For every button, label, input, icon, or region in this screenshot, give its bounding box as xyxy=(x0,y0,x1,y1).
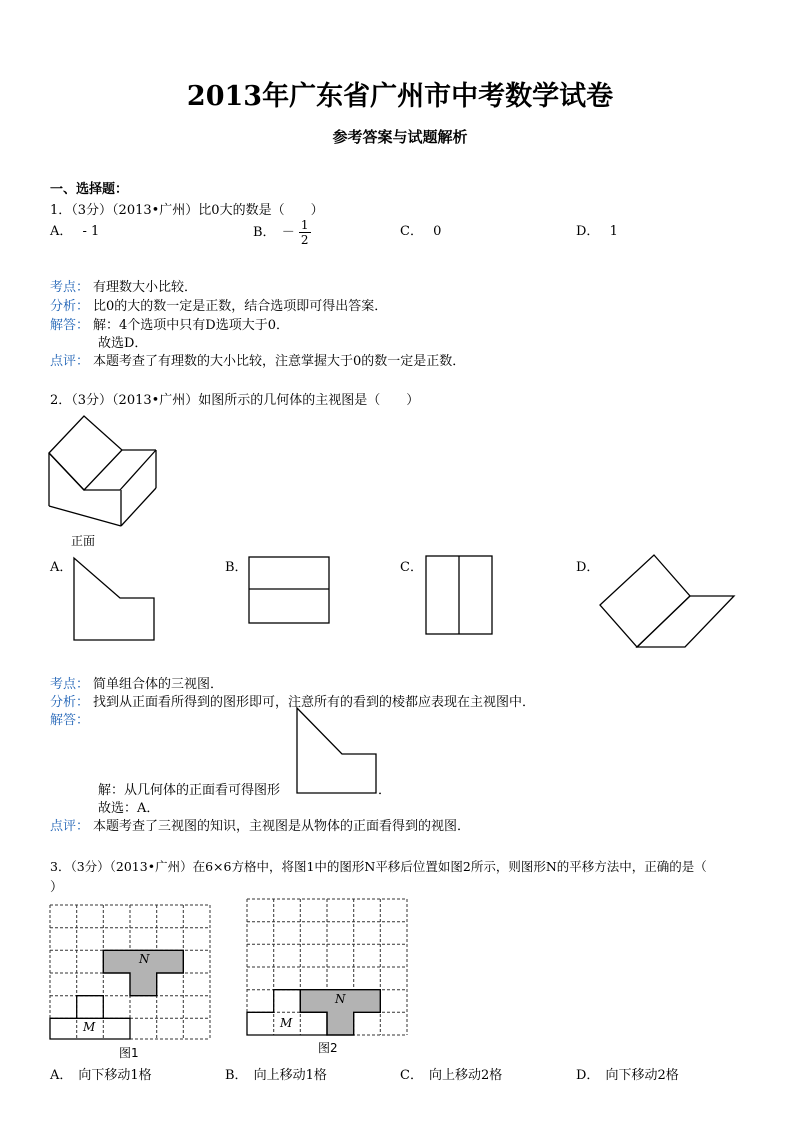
analysis-tag: 解答： xyxy=(50,318,90,333)
q1-kaodian xyxy=(50,276,197,295)
q1-stem: 1．（3分）（2013•广州）比0大的数是（ ） xyxy=(50,203,324,218)
q2-option-d-letter: D． xyxy=(576,560,600,575)
q2-jie-line: 解：从几何体的正面看可得图形 xyxy=(98,783,281,798)
q2-jieda-tag: 解答： xyxy=(50,713,90,728)
q2-jie-end: ． xyxy=(378,783,392,798)
fraction-numerator: 1 xyxy=(300,218,309,232)
option-letter: A． xyxy=(50,224,73,239)
q2-option-a-letter: A． xyxy=(50,560,73,575)
q2-dianping xyxy=(50,815,470,834)
q3-grid-figure-1 xyxy=(48,903,212,1041)
analysis-tag: 分析： xyxy=(50,695,90,710)
option-text: 向上移动1格 xyxy=(253,1068,327,1083)
analysis-text: 简单组合体的三视图． xyxy=(93,677,224,692)
analysis-tag: 考点： xyxy=(50,677,90,692)
front-label: 正面 xyxy=(71,534,96,548)
q2-option-d-figure xyxy=(597,553,737,651)
q1-dianping xyxy=(50,350,465,369)
q3-option-c xyxy=(400,1064,502,1083)
analysis-text: 比0的大的数一定是正数，结合选项即可得出答案． xyxy=(93,299,388,314)
option-letter: A． xyxy=(50,1068,73,1083)
option-letter: B． xyxy=(225,1068,248,1083)
q3-stem-line1: 3．（3分）（2013•广州）在6×6方格中，将图1中的图形N平移后位置如图2所示，则图形N的平移方法中，正确的是（ xyxy=(50,859,707,874)
q1-choice: 故选D． xyxy=(98,336,148,351)
analysis-text: 本题考查了三视图的知识，主视图是从物体的正面看得到的视图． xyxy=(93,819,471,834)
option-value: 1 xyxy=(609,224,618,239)
q2-option-a-figure xyxy=(72,556,157,642)
section-heading: 一、选择题： xyxy=(50,182,129,197)
analysis-text: 找到从正面看所得到的图形即可，注意所有的看到的棱都应表现在主视图中． xyxy=(93,695,536,710)
paper-title: 2013年广东省广州市中考数学试卷 xyxy=(186,81,614,112)
option-letter: C． xyxy=(400,224,423,239)
q2-option-b-letter: B． xyxy=(225,560,248,575)
q2-choice: 故选：A． xyxy=(98,801,160,816)
analysis-text: 有理数大小比较． xyxy=(93,280,198,295)
option-letter: D． xyxy=(576,224,600,239)
q2-option-b-figure xyxy=(247,555,331,625)
paper-subtitle: 参考答案与试题解析 xyxy=(332,128,468,146)
q3-stem-line2: ） xyxy=(50,880,64,895)
option-text: 向下移动2格 xyxy=(605,1068,679,1083)
analysis-tag: 点评： xyxy=(50,354,90,369)
q1-option-c xyxy=(400,220,441,239)
q3-option-b xyxy=(225,1064,327,1083)
analysis-tag: 点评： xyxy=(50,819,90,834)
label-m-fig2: M xyxy=(280,1016,293,1030)
analysis-text: 本题考查了有理数的大小比较，注意掌握大于0的数一定是正数． xyxy=(93,354,466,369)
solid-figure xyxy=(44,408,164,533)
label-n-fig1: N xyxy=(139,952,150,966)
option-text: 向下移动1格 xyxy=(78,1068,152,1083)
analysis-tag: 分析： xyxy=(50,299,90,314)
analysis-tag: 考点： xyxy=(50,280,90,295)
label-m-fig1: M xyxy=(83,1020,96,1034)
option-letter: B． xyxy=(253,225,276,240)
q3-option-d xyxy=(576,1064,679,1083)
q1-option-a xyxy=(50,220,99,239)
q2-answer-figure xyxy=(296,707,378,795)
q2-option-c-figure xyxy=(424,554,494,636)
q2-option-c-letter: C． xyxy=(400,560,423,575)
q2-fenxi xyxy=(50,691,535,710)
q3-grid-figure-2 xyxy=(245,897,409,1037)
analysis-text: 解：4个选项中只有D选项大于0． xyxy=(93,318,289,333)
fraction-denominator: 2 xyxy=(300,233,309,247)
q3-option-a xyxy=(50,1064,152,1083)
option-value: - 1 xyxy=(82,224,100,239)
figure-2-caption: 图2 xyxy=(318,1041,338,1055)
figure-1-caption: 图1 xyxy=(119,1046,139,1060)
option-text: 向上移动2格 xyxy=(428,1068,503,1083)
option-sign: － xyxy=(281,225,295,240)
option-value: 0 xyxy=(433,224,442,239)
q1-option-d xyxy=(576,220,618,239)
option-letter: C． xyxy=(400,1068,423,1083)
q2-stem: 2．（3分）（2013•广州）如图所示的几何体的主视图是（ ） xyxy=(50,393,420,408)
label-n-fig2: N xyxy=(335,992,346,1006)
q1-option-b xyxy=(253,218,311,247)
fraction xyxy=(299,218,311,247)
q1-fenxi xyxy=(50,295,387,314)
q1-jieda xyxy=(50,314,289,333)
q2-kaodian xyxy=(50,673,223,692)
option-letter: D． xyxy=(576,1068,600,1083)
